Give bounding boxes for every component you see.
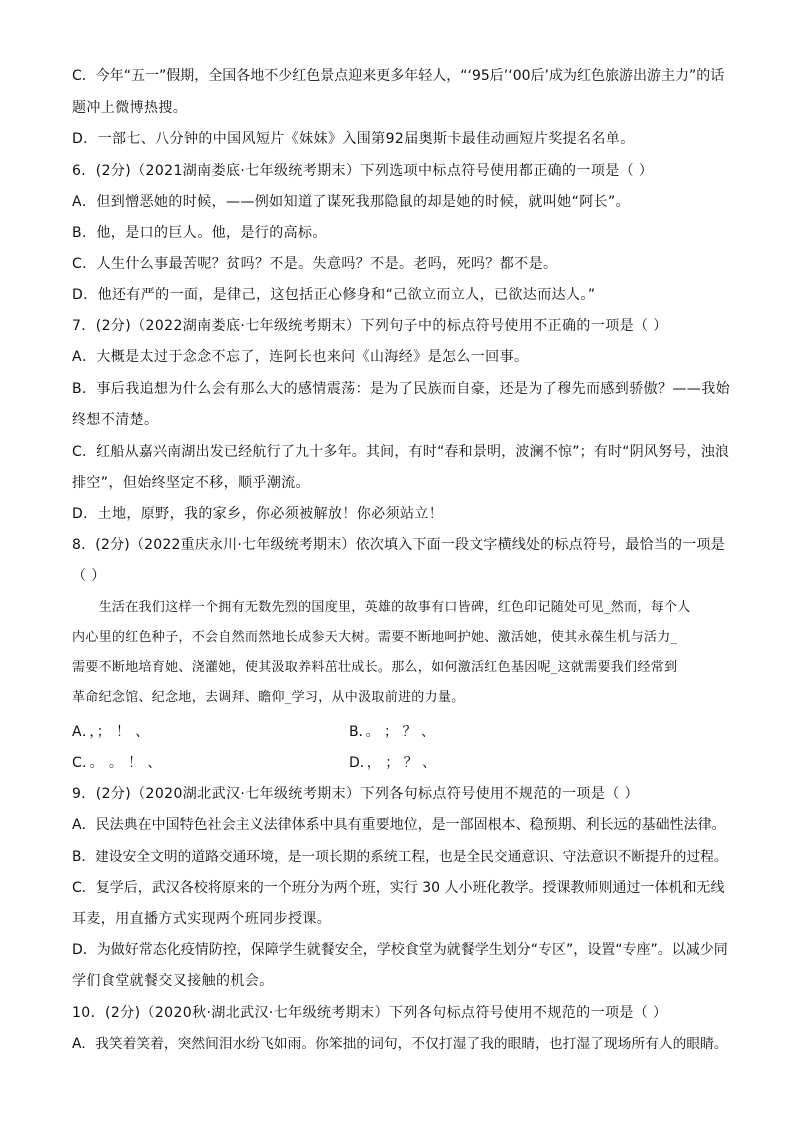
passage-line: 革命纪念馆、纪念地，去调拜、瞻仰_学习，从中汲取前进的力量。 (72, 690, 465, 705)
question-8-line-1: 8．(2分)（2022重庆永川·七年级统考期末）依次填入下面一段文字横线处的标点符号，最恰当的一项是 (72, 537, 725, 553)
option-c-prev-line-1: C．今年“五一”假期，全国各地不少红色景点迎来更多年轻人，“‘95后’‘00后’成为红色旅游出游主力”的话 (72, 68, 725, 84)
question-10: 10．(2分)（2020秋·湖北武汉·七年级统考期末）下列各句标点符号使用不规范的一项是（ ） (72, 1005, 668, 1021)
q8-option-c: C．。 。 ！ 、 (72, 755, 162, 771)
question-9: 9．(2分)（2020湖北武汉·七年级统考期末）下列各句标点符号使用不规范的一项是（ ） (72, 786, 639, 802)
q6-option-b: B．他，是口的巨人。他，是行的高标。 (72, 225, 327, 241)
q9-option-d-line-1: D．为做好常态化疫情防控，保障学生就餐安全，学校食堂为就餐学生划分“专区”，设置“专座”。以减少同 (72, 942, 728, 958)
q6-option-c: C．人生什么事最苦呢？贫吗？不是。失意吗？不是。老吗，死吗？都不是。 (72, 256, 558, 272)
option-c-prev-line-2: 题冲上微博热搜。 (72, 100, 188, 116)
q7-option-b-line-1: B．事后我追想为什么会有那么大的感情震荡：是为了民族而自豪，还是为了穆先而感到骄傲？——我始 (72, 381, 731, 397)
q7-option-c-line-1: C．红船从嘉兴南湖出发已经航行了九十多年。其间，有时“春和景明，波澜不惊”；有时“阴风努号，浊浪 (72, 444, 730, 460)
q9-option-d-line-2: 学们食堂就餐交叉接触的机会。 (72, 973, 274, 989)
question-6: 6．(2分)（2021湖南娄底·七年级统考期末）下列选项中标点符号使用都正确的一项是（ ） (72, 163, 654, 179)
q6-option-d: D．他还有严的一面，是律己，这包括正心修身和“己欲立而立人，已欲达而达人。” (72, 287, 596, 303)
q7-option-b-line-2: 终想不清楚。 (72, 412, 159, 428)
passage-line: 需要不断地培育她、浇灌她，使其汲取养料茁壮成长。那么，如何激活红色基因呢_这就需要我们经常到 (72, 660, 678, 675)
q9-option-a: A．民法典在中国特色社会主义法律体系中具有重要地位，是一部固根本、稳预期、利长远的基础性法律。 (72, 817, 726, 833)
question-7: 7．(2分)（2022湖南娄底·七年级统考期末）下列句子中的标点符号使用不正确的一项是（ ） (72, 318, 668, 334)
q7-option-c-line-2: 排空”，但始终坚定不移，顺乎潮流。 (72, 475, 311, 491)
q7-option-d: D．土地，原野，我的家乡，你必须被解放！你必须站立！ (72, 506, 444, 522)
option-d-prev: D．一部七、八分钟的中国风短片《妹妹》入围第92届奥斯卡最佳动画短片奖提名名单。 (72, 131, 635, 147)
q8-passage (72, 598, 732, 710)
q9-option-c-line-1: C．复学后，武汉各校将原来的一个班分为两个班，实行 30 人小班化教学。授课教师则通过一体机和无线 (72, 880, 725, 896)
q8-option-a: A．，； ！ 、 (72, 724, 150, 740)
q6-option-a: A．但到憎恶她的时候，——例如知道了谋死我那隐鼠的却是她的时候，就叫她“阿长”。 (72, 194, 631, 210)
q10-option-a: A．我笑着笑着，突然间泪水纷飞如雨。你笨拙的词句，不仅打湿了我的眼睛，也打湿了现场所有人的眼睛。 (72, 1036, 728, 1052)
question-8-line-2: （ ） (72, 568, 106, 584)
passage-line: 内心里的红色种子，不会自然而然地长成参天大树。需要不断地呵护她、激活她，使其永葆生机与活力_ (72, 630, 678, 645)
q9-option-b: B．建设安全文明的道路交通环境，是一项长期的系统工程，也是全民交通意识、守法意识不断提升的过程。 (72, 849, 728, 865)
passage-line: 生活在我们这样一个拥有无数先烈的国度里，英雄的故事有口皆碑，红色印记随处可见_然而，每个人 (72, 600, 691, 615)
q8-option-d: D．， ； ？ 、 (349, 755, 437, 771)
q8-option-b: B．。 ； ？ 、 (349, 724, 435, 740)
q9-option-c-line-2: 耳麦，用直播方式实现两个班同步授课。 (72, 911, 332, 927)
q7-option-a: A．大概是太过于念念不忘了，连阿长也来问《山海经》是怎么一回事。 (72, 349, 529, 365)
